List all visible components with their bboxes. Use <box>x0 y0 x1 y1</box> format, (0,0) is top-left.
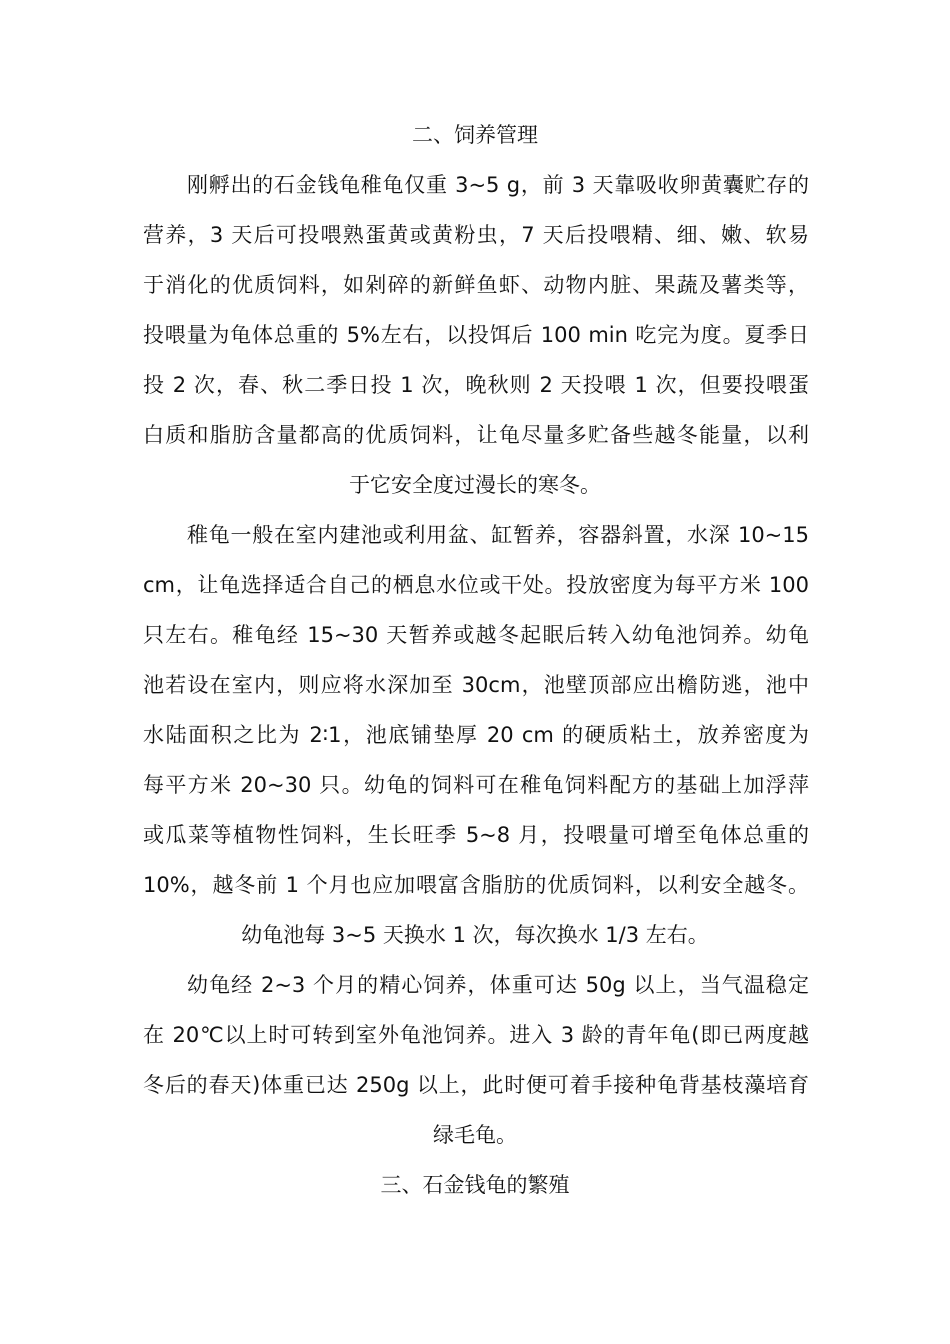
paragraph-line: 或瓜菜等植物性饲料，生长旺季 5~8 月，投喂量可增至龟体总重的 <box>143 823 809 847</box>
section-heading-feeding: 二、饲养管理 <box>412 123 538 147</box>
paragraph-line: 每平方米 20~30 只。幼龟的饲料可在稚龟饲料配方的基础上加浮萍 <box>143 773 809 797</box>
paragraph-line: 只左右。稚龟经 15~30 天暂养或越冬起眠后转入幼龟池饲养。幼龟 <box>143 623 809 647</box>
paragraph-line: 投 2 次，春、秋二季日投 1 次，晚秋则 2 天投喂 1 次，但要投喂蛋 <box>143 373 809 397</box>
paragraph-line: 水陆面积之比为 2∶1，池底铺垫厚 20 cm 的硬质粘土，放养密度为 <box>143 723 809 747</box>
paragraph-line: 投喂量为龟体总重的 5%左右，以投饵后 100 min 吃完为度。夏季日 <box>143 323 809 347</box>
paragraph-line: 幼龟经 2~3 个月的精心饲养，体重可达 50g 以上，当气温稳定 <box>187 973 809 997</box>
paragraph-line: 于它安全度过漫长的寒冬。 <box>349 473 601 497</box>
paragraph-line: 池若设在室内，则应将水深加至 30cm，池壁顶部应出檐防逃，池中 <box>143 673 809 697</box>
paragraph-line: 白质和脂肪含量都高的优质饲料，让龟尽量多贮备些越冬能量，以利 <box>143 423 809 447</box>
paragraph-line: 于消化的优质饲料，如剁碎的新鲜鱼虾、动物内脏、果蔬及薯类等， <box>143 273 809 297</box>
paragraph-line: 10%，越冬前 1 个月也应加喂富含脂肪的优质饲料，以利安全越冬。 <box>143 873 809 897</box>
paragraph-line: 刚孵出的石金钱龟稚龟仅重 3~5 g，前 3 天靠吸收卵黄囊贮存的 <box>187 173 809 197</box>
paragraph-line: cm，让龟选择适合自己的栖息水位或干处。投放密度为每平方米 100 <box>143 573 809 597</box>
paragraph-line: 冬后的春天)体重已达 250g 以上，此时便可着手接种龟背基枝藻培育 <box>143 1073 809 1097</box>
paragraph-line: 绿毛龟。 <box>433 1123 517 1147</box>
section-heading-breeding: 三、石金钱龟的繁殖 <box>380 1173 570 1197</box>
paragraph-line: 在 20℃以上时可转到室外龟池饲养。进入 3 龄的青年龟(即已两度越 <box>143 1023 809 1047</box>
paragraph-line: 营养，3 天后可投喂熟蛋黄或黄粉虫，7 天后投喂精、细、嫩、软易 <box>143 223 809 247</box>
paragraph-line: 稚龟一般在室内建池或利用盆、缸暂养，容器斜置，水深 10~15 <box>187 523 809 547</box>
paragraph-line: 幼龟池每 3~5 天换水 1 次，每次换水 1/3 左右。 <box>241 923 709 947</box>
